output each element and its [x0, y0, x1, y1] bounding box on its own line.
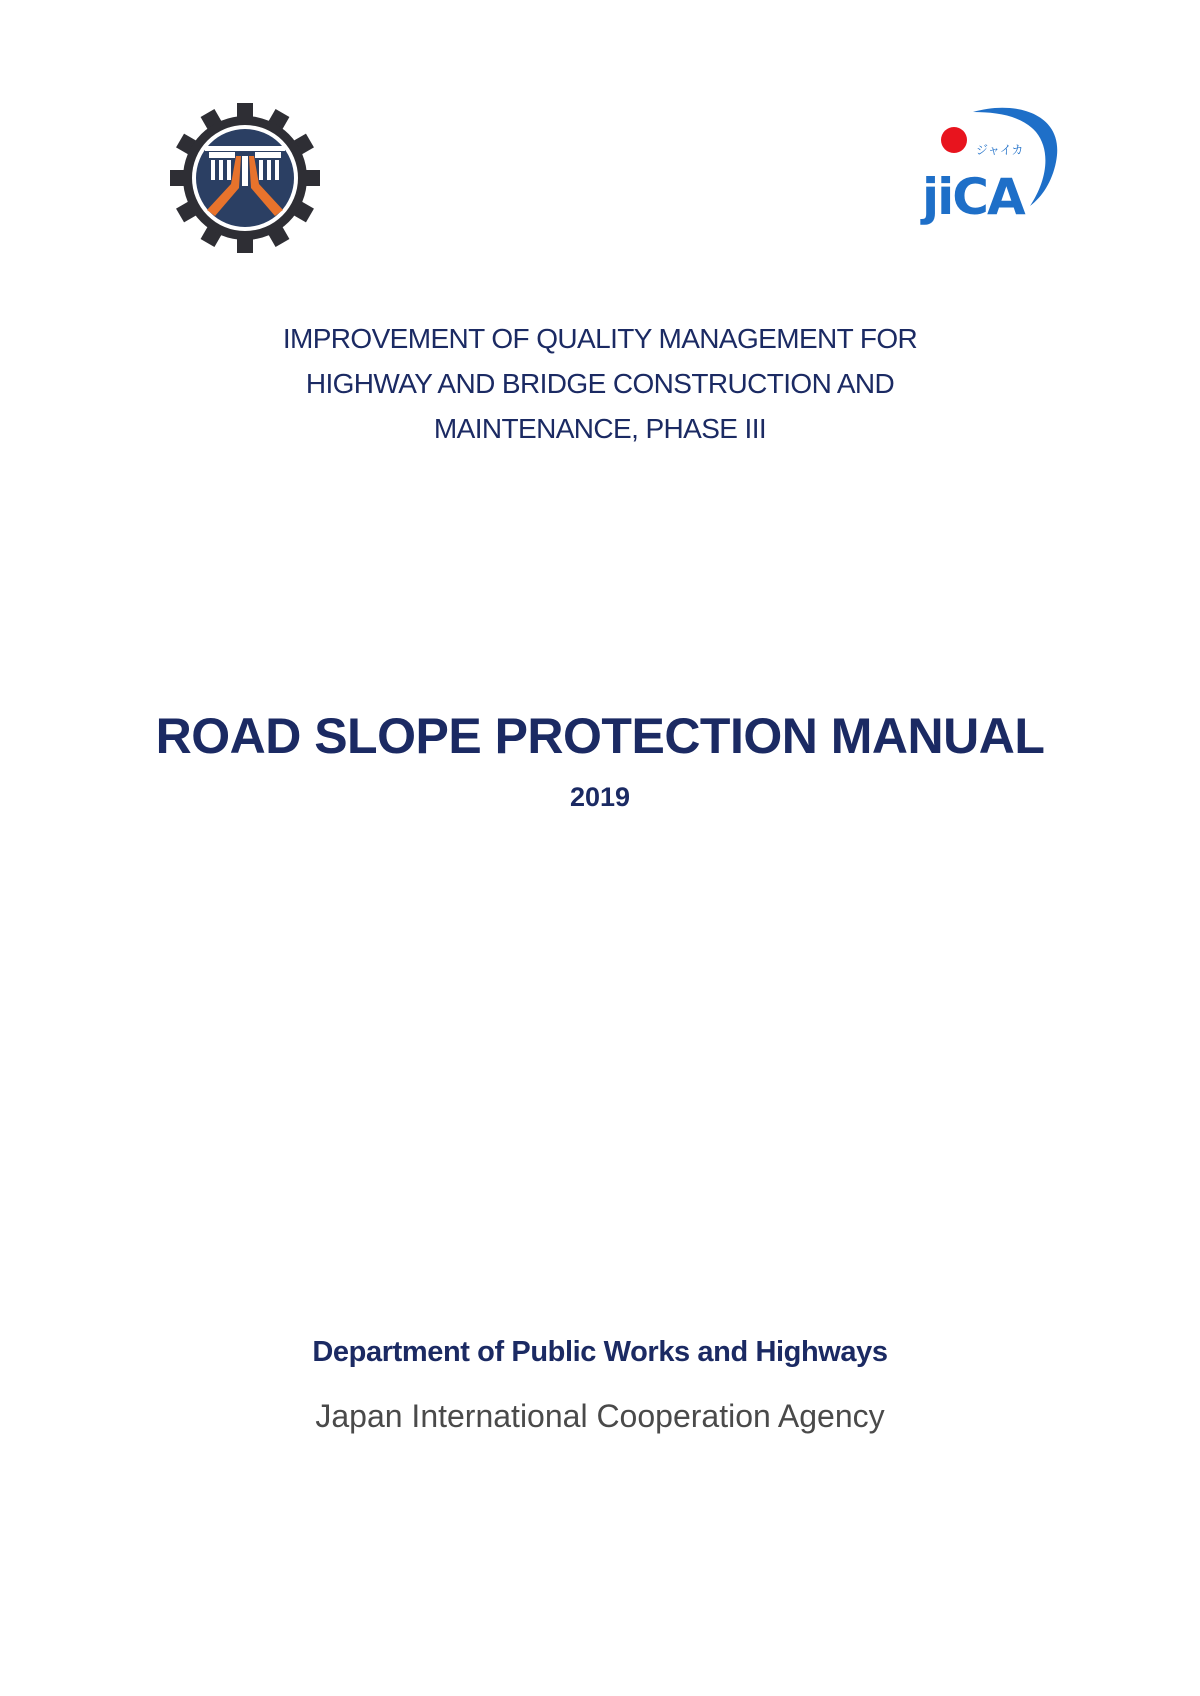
project-title — [150, 316, 1050, 451]
manual-title: ROAD SLOPE PROTECTION MANUAL — [155, 708, 1045, 764]
project-title-line: IMPROVEMENT OF QUALITY MANAGEMENT FOR — [282, 323, 918, 354]
jica-wordmark: jiCA — [922, 168, 1024, 226]
agency-name: Japan International Cooperation Agency — [315, 1398, 885, 1434]
project-title-line: MAINTENANCE, PHASE III — [433, 413, 767, 444]
dpwh-gear-logo — [170, 103, 320, 253]
jica-logo — [918, 102, 1068, 232]
department-name: Department of Public Works and Highways — [312, 1336, 888, 1368]
jica-katakana: ジャイカ — [976, 143, 1024, 157]
publication-year: 2019 — [569, 782, 631, 812]
project-title-line: HIGHWAY AND BRIDGE CONSTRUCTION AND — [305, 368, 895, 399]
